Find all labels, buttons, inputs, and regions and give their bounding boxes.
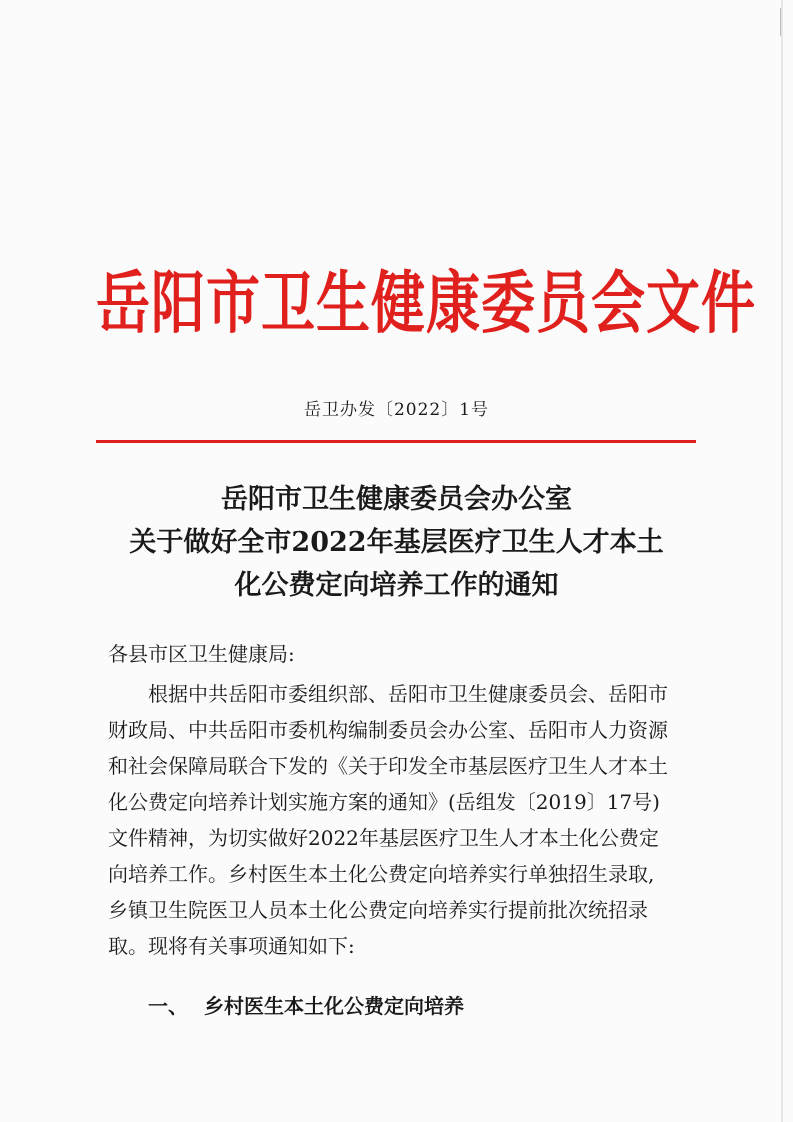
scan-edge bbox=[781, 0, 783, 1122]
body-line: 向培养工作。乡村医生本土化公费定向培养实行单独招生录取, bbox=[108, 862, 655, 886]
masthead: 岳阳市卫生健康委员会文件 bbox=[96, 263, 756, 343]
body-line: 化公费定向培养计划实施方案的通知》(岳组发〔2019〕17号) bbox=[108, 790, 660, 814]
title-line: 关于做好全市2022年基层医疗卫生人才本土 bbox=[129, 527, 664, 558]
section-title: 乡村医生本土化公费定向培养 bbox=[204, 994, 464, 1018]
red-divider-line bbox=[96, 440, 696, 443]
section-number: 一、 bbox=[148, 994, 188, 1018]
document-number: 岳卫办发〔2022〕1号 bbox=[303, 400, 490, 420]
body-line: 取。现将有关事项通知如下: bbox=[108, 934, 355, 958]
body-line: 和社会保障局联合下发的《关于印发全市基层医疗卫生人才本土 bbox=[108, 754, 668, 778]
scan-corner-mark bbox=[770, 8, 781, 36]
body-text bbox=[108, 676, 686, 964]
title-line: 化公费定向培养工作的通知 bbox=[234, 570, 559, 601]
section-heading bbox=[148, 990, 464, 1019]
body-line: 根据中共岳阳市委组织部、岳阳市卫生健康委员会、岳阳市 bbox=[148, 682, 668, 706]
salutation: 各县市区卫生健康局: bbox=[108, 642, 295, 666]
document-title bbox=[80, 478, 713, 607]
body-line: 文件精神，为切实做好2022年基层医疗卫生人才本土化公费定 bbox=[108, 826, 659, 850]
body-line: 乡镇卫生院医卫人员本土化公费定向培养实行提前批次统招录 bbox=[108, 898, 648, 922]
title-line: 岳阳市卫生健康委员会办公室 bbox=[221, 484, 572, 515]
body-line: 财政局、中共岳阳市委机构编制委员会办公室、岳阳市人力资源 bbox=[108, 718, 668, 742]
